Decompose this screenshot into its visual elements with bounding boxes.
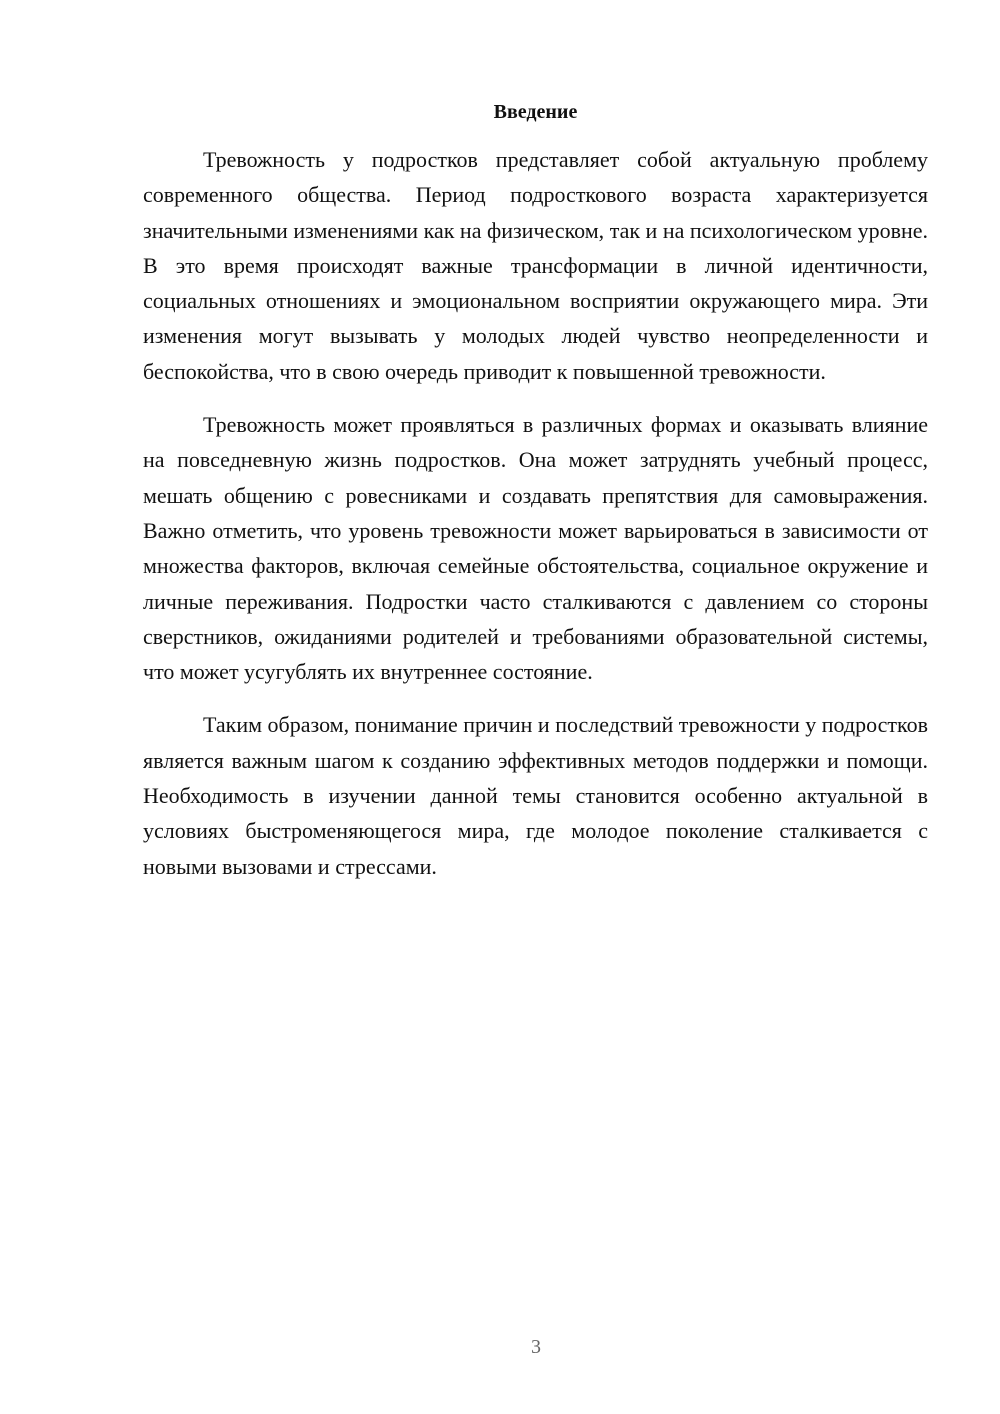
page-number: 3 — [531, 1336, 541, 1358]
paragraph-1: Тревожность у подростков представляет собой актуальную проблему современного общества. Период подросткового возраста характеризуется значительными изменениями как на физическом, так и на психологическом уровне. В это время происходят важные трансформации в личной идентичности, социальных отношениях и эмоциональном восприятии окружающего мира. Эти изменения могут вызывать у молодых людей чувство неопределенности и беспокойства, что в свою очередь приводит к повышенной тревожности. — [143, 147, 928, 384]
section-heading: Введение — [493, 101, 578, 123]
paragraph-3: Таким образом, понимание причин и последствий тревожности у подростков является важным шагом к созданию эффективных методов поддержки и помощи. Необходимость в изучении данной темы становится особенно актуальной в условиях быстроменяющегося мира, где молодое поколение сталкивается с новыми вызовами и стрессами. — [143, 712, 928, 879]
paragraph-2: Тревожность может проявляться в различных формах и оказывать влияние на повседневную жизнь подростков. Она может затруднять учебный процесс, мешать общению с ровесниками и создавать препятствия для самовыражения. Важно отметить, что уровень тревожности может варьироваться в зависимости от множества факторов, включая семейные обстоятельства, социальное окружение и личные переживания. Подростки часто сталкиваются с давлением со стороны сверстников, ожиданиями родителей и требованиями образовательной системы, что может усугублять их внутреннее состояние. — [143, 412, 928, 685]
body-text — [143, 142, 928, 902]
